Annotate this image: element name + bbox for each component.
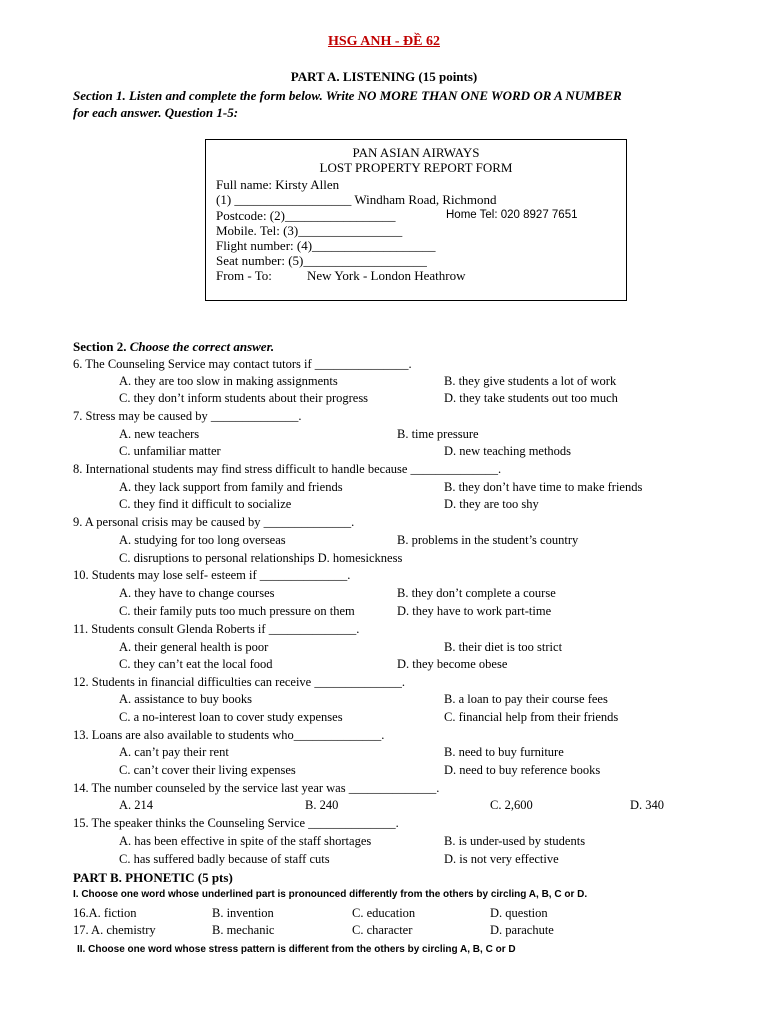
q17-option-c: C. character [352, 923, 413, 937]
option-a: A. their general health is poor [119, 640, 269, 654]
lost-property-form [205, 139, 627, 301]
option-a: A. studying for too long overseas [119, 533, 286, 547]
option-a: A. assistance to buy books [119, 692, 252, 706]
option-a: A. new teachers [119, 427, 200, 441]
form-title-airline: PAN ASIAN AIRWAYS [352, 145, 480, 160]
part-b-heading: PART B. PHONETIC (5 pts) [73, 870, 233, 885]
option-d: D. they have to work part-time [397, 604, 552, 618]
form-line-route-label: From - To: [216, 268, 272, 283]
q16-option-b: B. invention [212, 906, 274, 920]
part-a-heading: PART A. LISTENING (15 points) [290, 69, 478, 84]
form-title-report: LOST PROPERTY REPORT FORM [319, 160, 513, 175]
question-stem: 11. Students consult Glenda Roberts if ______________. [73, 622, 360, 636]
question-stem: 12. Students in financial difficulties can receive ______________. [73, 675, 405, 689]
section1-instruction-line2: for each answer. Question 1-5: [73, 105, 239, 120]
option-d: C. financial help from their friends [444, 710, 619, 724]
section2-label: Section 2. [73, 339, 130, 354]
section1-instruction-line1: Section 1. Listen and complete the form below. Write NO MORE THAN ONE WORD OR A NUMBER [73, 88, 622, 103]
option-c: C. 2,600 [490, 798, 533, 812]
form-line-address: (1) __________________ Windham Road, Richmond [216, 192, 497, 207]
part-b-instruction-2: II. Choose one word whose stress pattern is different from the others by circling A, B, C or D [77, 944, 516, 955]
question-stem: 6. The Counseling Service may contact tutors if _______________. [73, 357, 412, 371]
q17-option-b: B. mechanic [212, 923, 275, 937]
option-b: B. time pressure [397, 427, 479, 441]
question-stem: 10. Students may lose self- esteem if ______________. [73, 568, 351, 582]
form-home-tel: Home Tel: 020 8927 7651 [446, 209, 578, 221]
option-c: C. a no-interest loan to cover study expenses [119, 710, 343, 724]
option-d: D. they become obese [397, 657, 508, 671]
form-line-mobile: Mobile. Tel: (3)________________ [216, 223, 403, 238]
option-b: B. they don’t have time to make friends [444, 480, 643, 494]
q17-option-a: 17. A. chemistry [73, 923, 156, 937]
option-b: B. a loan to pay their course fees [444, 692, 608, 706]
option-a: A. they lack support from family and friends [119, 480, 343, 494]
option-c: C. has suffered badly because of staff cuts [119, 852, 330, 866]
option-d: D. need to buy reference books [444, 763, 601, 777]
option-c: C. they can’t eat the local food [119, 657, 273, 671]
option-b: B. problems in the student’s country [397, 533, 579, 547]
option-a: A. they are too slow in making assignments [119, 374, 338, 388]
question-stem: 13. Loans are also available to students who______________. [73, 728, 385, 742]
option-c: C. they don’t inform students about their progress [119, 391, 369, 405]
option-d: D. is not very effective [444, 852, 559, 866]
option-c: C. unfamiliar matter [119, 444, 221, 458]
form-line-fullname: Full name: Kirsty Allen [216, 177, 340, 192]
option-b: B. they don’t complete a course [397, 586, 556, 600]
option-d: D. new teaching methods [444, 444, 572, 458]
question-stem: 9. A personal crisis may be caused by ______________. [73, 515, 355, 529]
section2-instruction: Choose the correct answer. [129, 339, 275, 354]
part-b-instruction-1: I. Choose one word whose underlined part is pronounced differently from the others by circling A, B, C or D. [73, 889, 588, 900]
form-line-seat: Seat number: (5)___________________ [216, 253, 427, 268]
option-b: B. is under-used by students [444, 834, 586, 848]
option-a: A. 214 [119, 798, 154, 812]
q16-option-c: C. education [352, 906, 416, 920]
form-line-flight: Flight number: (4)___________________ [216, 238, 436, 253]
option-c: C. can’t cover their living expenses [119, 763, 296, 777]
form-route: New York - London Heathrow [307, 268, 466, 283]
section2-heading [73, 339, 274, 354]
option-b: B. need to buy furniture [444, 745, 564, 759]
option-b: B. 240 [305, 798, 339, 812]
option-b: B. their diet is too strict [444, 640, 563, 654]
question-stem: 14. The number counseled by the service last year was ______________. [73, 781, 440, 795]
q17-option-d: D. parachute [490, 923, 554, 937]
option-c: C. they find it difficult to socialize [119, 497, 292, 511]
option-c: C. their family puts too much pressure on them [119, 604, 355, 618]
form-line-postcode: Postcode: (2)_________________ [216, 208, 396, 223]
page-title: HSG ANH - ĐỀ 62 [327, 34, 440, 49]
question-stem: 7. Stress may be caused by ______________. [73, 409, 302, 423]
option-d: D. 340 [630, 798, 665, 812]
option-d: D. they are too shy [444, 497, 539, 511]
option-b: B. they give students a lot of work [444, 374, 617, 388]
option-a: A. they have to change courses [119, 586, 275, 600]
question-stem: 8. International students may find stress difficult to handle because ______________. [73, 462, 502, 476]
question-stem: 15. The speaker thinks the Counseling Service ______________. [73, 816, 399, 830]
q16-option-a: 16.A. fiction [73, 906, 137, 920]
option-d: D. they take students out too much [444, 391, 618, 405]
q16-option-d: D. question [490, 906, 548, 920]
option-a: A. has been effective in spite of the staff shortages [119, 834, 372, 848]
option-c-d: C. disruptions to personal relationships D. homesickness [119, 551, 403, 565]
option-a: A. can’t pay their rent [119, 745, 229, 759]
